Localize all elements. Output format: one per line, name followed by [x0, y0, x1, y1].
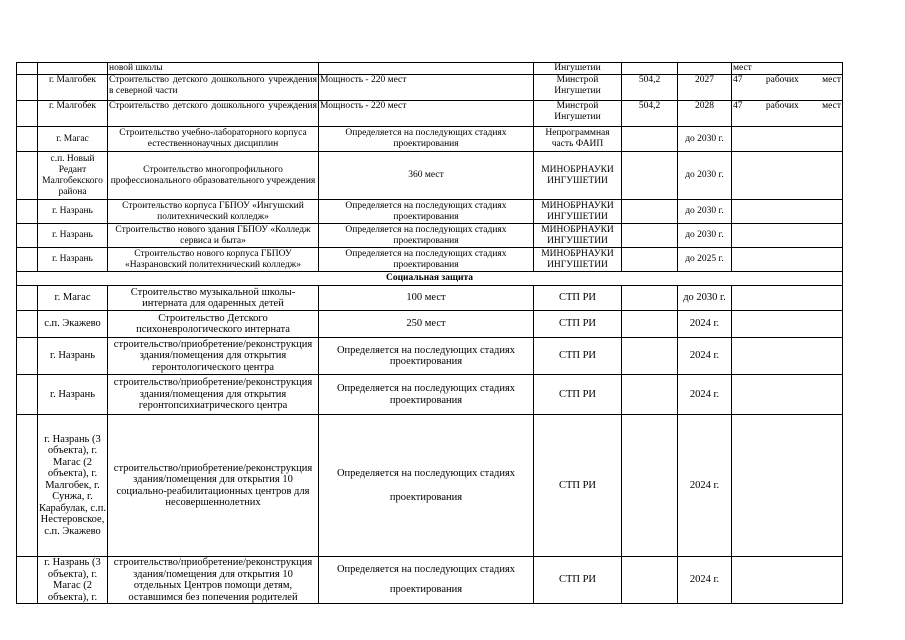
- year-cell: до 2025 г.: [678, 248, 732, 272]
- location-cell: г. Назрань: [38, 224, 108, 248]
- cost-cell: [622, 63, 678, 75]
- location-cell: г. Назрань: [38, 248, 108, 272]
- row-number-cell: [17, 415, 38, 557]
- year-cell: до 2030 г.: [678, 286, 732, 311]
- location-cell: г. Магас: [38, 127, 108, 152]
- table-row: [17, 286, 843, 311]
- table-row: [17, 200, 843, 224]
- table-row: [17, 557, 843, 604]
- year-cell: до 2030 г.: [678, 152, 732, 200]
- source-cell: МИНОБРНАУКИ ИНГУШЕТИИ: [534, 152, 622, 200]
- objects-table: [16, 62, 843, 604]
- source-cell: СТП РИ: [534, 311, 622, 338]
- object-name-cell: Строительство многопрофильного профессионального образовательного учреждения: [108, 152, 319, 200]
- jobs-cell: [732, 415, 843, 557]
- object-name-cell: строительство/приобретение/реконструкция здания/помещения для открытия 10 социально-реабилитационных центров для несовершеннолетних: [108, 415, 319, 557]
- cost-cell: [622, 224, 678, 248]
- cost-cell: 504,2: [622, 101, 678, 127]
- table-row: [17, 63, 843, 75]
- object-name-cell: Строительство музыкальной школы-интерната для одаренных детей: [108, 286, 319, 311]
- cost-cell: [622, 375, 678, 415]
- table-row: [17, 75, 843, 101]
- capacity-cell: 250 мест: [319, 311, 534, 338]
- row-number-cell: [17, 286, 38, 311]
- object-name-cell: Строительство Детского психоневрологического интерната: [108, 311, 319, 338]
- year-cell: 2024 г.: [678, 557, 732, 604]
- cost-cell: [622, 415, 678, 557]
- year-cell: до 2030 г.: [678, 224, 732, 248]
- object-name-cell: строительство/приобретение/реконструкция здания/помещения для открытия геронтопсихиатрического центра: [108, 375, 319, 415]
- location-cell: г. Малгобек: [38, 75, 108, 101]
- location-cell: г. Назрань (3 объекта), г. Магас (2 объекта), г.: [38, 557, 108, 604]
- location-cell: г. Назрань (3 объекта), г. Магас (2 объекта), г. Малгобек, г. Сунжа, г. Карабулак, с.п. Нестеровское, с.п. Экажево: [38, 415, 108, 557]
- table-row: [17, 375, 843, 415]
- object-name-cell: Строительство учебно-лабораторного корпуса естественнонаучных дисциплин: [108, 127, 319, 152]
- cost-cell: [622, 338, 678, 375]
- object-name-cell: новой школы: [108, 63, 319, 75]
- source-cell: СТП РИ: [534, 338, 622, 375]
- year-cell: [678, 63, 732, 75]
- cost-cell: [622, 127, 678, 152]
- jobs-cell: 47 рабочих мест: [732, 101, 843, 127]
- table-row: [17, 152, 843, 200]
- capacity-cell: 100 мест: [319, 286, 534, 311]
- jobs-cell: мест: [732, 63, 843, 75]
- jobs-cell: [732, 224, 843, 248]
- source-cell: МИНОБРНАУКИ ИНГУШЕТИИ: [534, 224, 622, 248]
- source-cell: Минстрой Ингушетии: [534, 101, 622, 127]
- year-cell: 2024 г.: [678, 375, 732, 415]
- capacity-cell: Мощность - 220 мест: [319, 101, 534, 127]
- row-number-cell: [17, 75, 38, 101]
- cost-cell: [622, 248, 678, 272]
- capacity-cell: Определяется на последующих стадиях проектирования: [319, 415, 534, 557]
- year-cell: 2027: [678, 75, 732, 101]
- capacity-cell: Определяется на последующих стадиях проектирования: [319, 557, 534, 604]
- location-cell: с.п. Новый Редант Малгобекского района: [38, 152, 108, 200]
- capacity-cell: Определяется на последующих стадиях проектирования: [319, 127, 534, 152]
- row-number-cell: [17, 248, 38, 272]
- location-cell: г. Малгобек: [38, 101, 108, 127]
- capacity-cell: Определяется на последующих стадиях проектирования: [319, 248, 534, 272]
- cost-cell: [622, 286, 678, 311]
- table-row: [17, 311, 843, 338]
- year-cell: до 2030 г.: [678, 127, 732, 152]
- location-cell: [38, 63, 108, 75]
- object-name-cell: строительство/приобретение/реконструкция здания/помещения для открытия геронтологического центра: [108, 338, 319, 375]
- year-cell: 2024 г.: [678, 338, 732, 375]
- row-number-cell: [17, 63, 38, 75]
- object-name-cell: строительство/приобретение/реконструкция здания/помещения для открытия 10 отдельных Центров помощи детям, оставшимся без попечения родителей: [108, 557, 319, 604]
- row-number-cell: [17, 200, 38, 224]
- row-number-cell: [17, 311, 38, 338]
- object-name-cell: Строительство нового корпуса ГБПОУ «Назрановский политехнический колледж»: [108, 248, 319, 272]
- source-cell: Ингушетии: [534, 63, 622, 75]
- capacity-cell: Определяется на последующих стадиях проектирования: [319, 200, 534, 224]
- table-row: [17, 127, 843, 152]
- location-cell: г. Назрань: [38, 375, 108, 415]
- location-cell: г. Магас: [38, 286, 108, 311]
- object-name-cell: Строительство нового здания ГБПОУ «Колледж сервиса и быта»: [108, 224, 319, 248]
- cost-cell: [622, 152, 678, 200]
- year-cell: 2024 г.: [678, 311, 732, 338]
- jobs-cell: [732, 338, 843, 375]
- capacity-cell: Определяется на последующих стадиях проектирования: [319, 375, 534, 415]
- table-row: [17, 101, 843, 127]
- jobs-cell: [732, 248, 843, 272]
- row-number-cell: [17, 338, 38, 375]
- source-cell: СТП РИ: [534, 375, 622, 415]
- source-cell: МИНОБРНАУКИ ИНГУШЕТИИ: [534, 248, 622, 272]
- jobs-cell: 47 рабочих мест: [732, 75, 843, 101]
- table-row: [17, 338, 843, 375]
- year-cell: 2028: [678, 101, 732, 127]
- capacity-cell: 360 мест: [319, 152, 534, 200]
- cost-cell: [622, 557, 678, 604]
- row-number-cell: [17, 375, 38, 415]
- row-number-cell: [17, 224, 38, 248]
- jobs-cell: [732, 557, 843, 604]
- capacity-cell: [319, 63, 534, 75]
- capacity-cell: Определяется на последующих стадиях проектирования: [319, 338, 534, 375]
- object-name-cell: Строительство детского дошкольного учреждения в северной части: [108, 75, 319, 101]
- jobs-cell: [732, 152, 843, 200]
- source-cell: СТП РИ: [534, 557, 622, 604]
- year-cell: до 2030 г.: [678, 200, 732, 224]
- source-cell: СТП РИ: [534, 286, 622, 311]
- jobs-cell: [732, 311, 843, 338]
- section-header-row: [17, 272, 843, 286]
- cost-cell: 504,2: [622, 75, 678, 101]
- source-cell: Непрограммная часть ФАИП: [534, 127, 622, 152]
- location-cell: с.п. Экажево: [38, 311, 108, 338]
- source-cell: Минстрой Ингушетии: [534, 75, 622, 101]
- source-cell: МИНОБРНАУКИ ИНГУШЕТИИ: [534, 200, 622, 224]
- row-number-cell: [17, 101, 38, 127]
- row-number-cell: [17, 557, 38, 604]
- object-name-cell: Строительство детского дошкольного учреждения: [108, 101, 319, 127]
- year-cell: 2024 г.: [678, 415, 732, 557]
- capacity-cell: Мощность - 220 мест: [319, 75, 534, 101]
- cost-cell: [622, 200, 678, 224]
- table-row: [17, 224, 843, 248]
- capacity-cell: Определяется на последующих стадиях проектирования: [319, 224, 534, 248]
- jobs-cell: [732, 286, 843, 311]
- table-row: [17, 415, 843, 557]
- object-name-cell: Строительство корпуса ГБПОУ «Ингушский политехнический колледж»: [108, 200, 319, 224]
- jobs-cell: [732, 200, 843, 224]
- jobs-cell: [732, 375, 843, 415]
- row-number-cell: [17, 152, 38, 200]
- row-number-cell: [17, 127, 38, 152]
- table-row: [17, 248, 843, 272]
- jobs-cell: [732, 127, 843, 152]
- location-cell: г. Назрань: [38, 200, 108, 224]
- section-title: Социальная защита: [17, 272, 843, 286]
- source-cell: СТП РИ: [534, 415, 622, 557]
- location-cell: г. Назрань: [38, 338, 108, 375]
- cost-cell: [622, 311, 678, 338]
